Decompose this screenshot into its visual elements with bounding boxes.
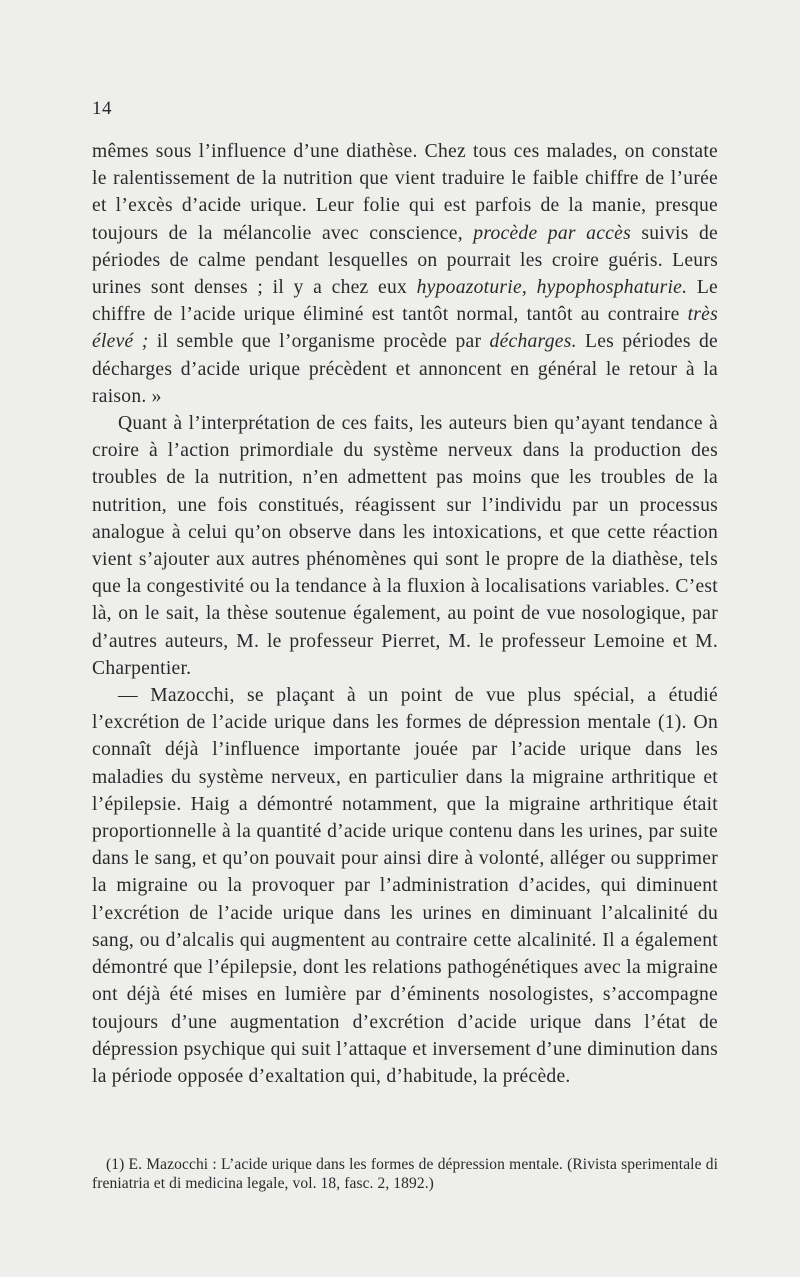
italic-run: très élevé ; [92,304,718,353]
text-run: suivis de périodes de calme pendant lesquelles on pourrait les croire guéris. Leurs urines sont denses ; il y a chez eux [92,222,719,299]
text-run: mêmes sous l’influence d’une diathèse. Chez tous ces malades, on constate le ralentissement de la nutrition que vient traduire le faible chiffre de l’urée et l’excès d’acide urique. Leur folie qui est parfois de la manie, presque toujours de la mélancolie avec conscience, [92,141,718,244]
text-run: il semble que l’organisme procède par [148,331,490,353]
footnote-text: (1) E. Mazocchi : L’acide urique dans les formes de dépression mentale. (Rivista sperimentale di freniatria et di medicina legale, vol. 18, fasc. 2, 1892.) [92,1156,718,1192]
italic-run: décharges. [489,331,577,353]
page-number: 14 [92,98,112,119]
footnote [92,1155,718,1193]
italic-run: hypoazoturie, hypophosphaturie. [416,277,688,299]
paragraph-1 [92,138,718,410]
italic-run: procède par accès [473,222,631,244]
paragraph-2 [92,410,718,682]
text-run: Le chiffre de l’acide urique éliminé est tantôt normal, tantôt au contraire [92,277,718,326]
paragraph-3 [92,682,718,1090]
text-run: Les périodes de décharges d’acide urique précèdent et annoncent en général le retour à la raison. » [92,331,718,407]
body-text [92,138,718,1090]
text-run: Quant à l’interprétation de ces faits, les auteurs bien qu’ayant tendance à croire à l’action primordiale du système nerveux dans la production des troubles de la nutrition, n’en admettent pas moins que les troubles de la nutrition, une fois constitués, réagissent sur l’individu par un processus analogue à celui qu’on observe dans les intoxications, et que cette réaction vient s’ajouter aux autres phénomènes qui sont le propre de la diathèse, tels que la congestivité ou la tendance à la fluxion à localisations variables. C’est là, on le sait, la thèse soutenue également, au point de vue nosologique, par d’autres auteurs, M. le professeur Pierret, M. le professeur Lemoine et M. Charpentier. [92,413,718,679]
text-run: — Mazocchi, se plaçant à un point de vue plus spécial, a étudié l’excrétion de l’acide urique dans les formes de dépression mentale (1). On connaît déjà l’influence importante jouée par l’acide urique dans les maladies du système nerveux, en particulier dans la migraine arthritique et l’épilepsie. Haig a démontré notamment, que la migraine arthritique était proportionnelle à la quantité d’acide urique contenu dans les urines, par suite dans le sang, et qu’on pouvait pour ainsi dire à volonté, alléger ou supprimer la migraine ou la provoquer par l’administration d’acides, qui diminuent l’excrétion de l’acide urique dans les urines en diminuant l’alcalinité du sang, ou d’alcalis qui augmentent au contraire cette alcalinité. Il a également démontré que l’épilepsie, dont les relations pathogénétiques avec la migraine ont déjà été mises en lumière par d’éminents nosologistes, s’accompagne toujours d’une augmentation d’excrétion d’acide urique dans l’état de dépression psychique qui suit l’attaque et inversement d’une diminution dans la période opposée d’exaltation qui, d’habitude, la précède. [92,685,718,1087]
